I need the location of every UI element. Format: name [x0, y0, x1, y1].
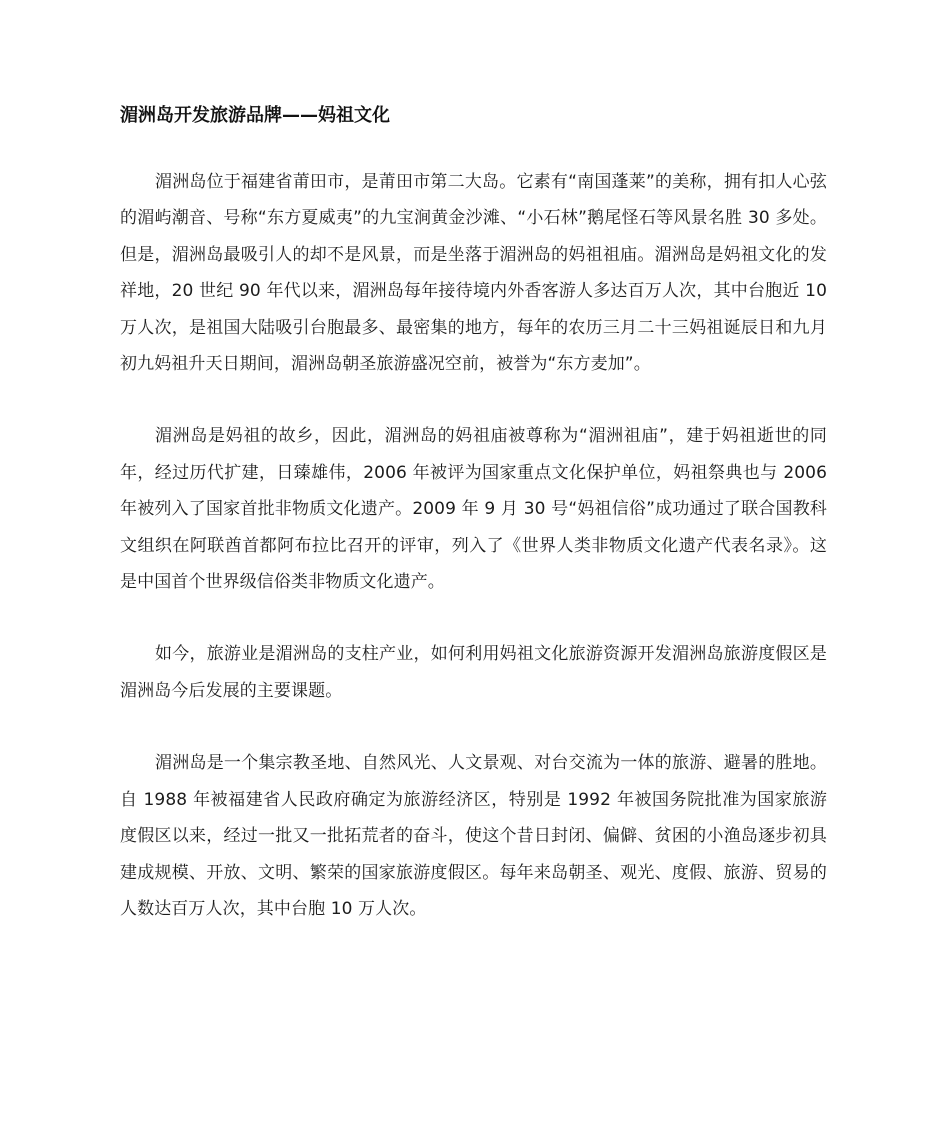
paragraph-tourism-industry: 如今，旅游业是湄洲岛的支柱产业，如何利用妈祖文化旅游资源开发湄洲岛旅游度假区是湄洲岛今后发展的主要课题。: [120, 644, 827, 701]
paragraph-resort-development: 湄洲岛是一个集宗教圣地、自然风光、人文景观、对台交流为一体的旅游、避暑的胜地。自 1988 年被福建省人民政府确定为旅游经济区，特别是 1992 年被国务院批准为国家旅游度假区以来，经过一批又一批拓荒者的奋斗，使这个昔日封闭、偏僻、贫困的小渔岛逐步初具建成规模、开放、文明、繁荣的国家旅游度假区。每年来岛朝圣、观光、度假、旅游、贸易的人数达百万人次，其中台胞 10 万人次。: [120, 753, 827, 919]
paragraph-intro: 湄洲岛位于福建省莆田市，是莆田市第二大岛。它素有“南国蓬莱”的美称，拥有扣人心弦的湄屿潮音、号称“东方夏威夷”的九宝涧黄金沙滩、“小石林”鹅尾怪石等风景名胜 30 多处。但是，湄洲岛最吸引人的却不是风景，而是坐落于湄洲岛的妈祖祖庙。湄洲岛是妈祖文化的发祥地，20 世纪 90 年代以来，湄洲岛每年接待境内外香客游人多达百万人次，其中台胞近 10 万人次，是祖国大陆吸引台胞最多、最密集的地方，每年的农历三月二十三妈祖诞辰日和九月初九妈祖升天日期间，湄洲岛朝圣旅游盛况空前，被誉为“东方麦加”。: [120, 172, 827, 375]
document-body: [120, 100, 827, 963]
paragraph-mazu-temple: 湄洲岛是妈祖的故乡，因此，湄洲岛的妈祖庙被尊称为“湄洲祖庙”，建于妈祖逝世的同年，经过历代扩建，日臻雄伟，2006 年被评为国家重点文化保护单位，妈祖祭典也与 2006 年被列入了国家首批非物质文化遗产。2009 年 9 月 30 号“妈祖信俗”成功通过了联合国教科文组织在阿联酋首都阿布拉比召开的评审，列入了《世界人类非物质文化遗产代表名录》。这是中国首个世界级信俗类非物质文化遗产。: [120, 426, 827, 593]
document-title: 湄洲岛开发旅游品牌——妈祖文化: [120, 105, 390, 126]
